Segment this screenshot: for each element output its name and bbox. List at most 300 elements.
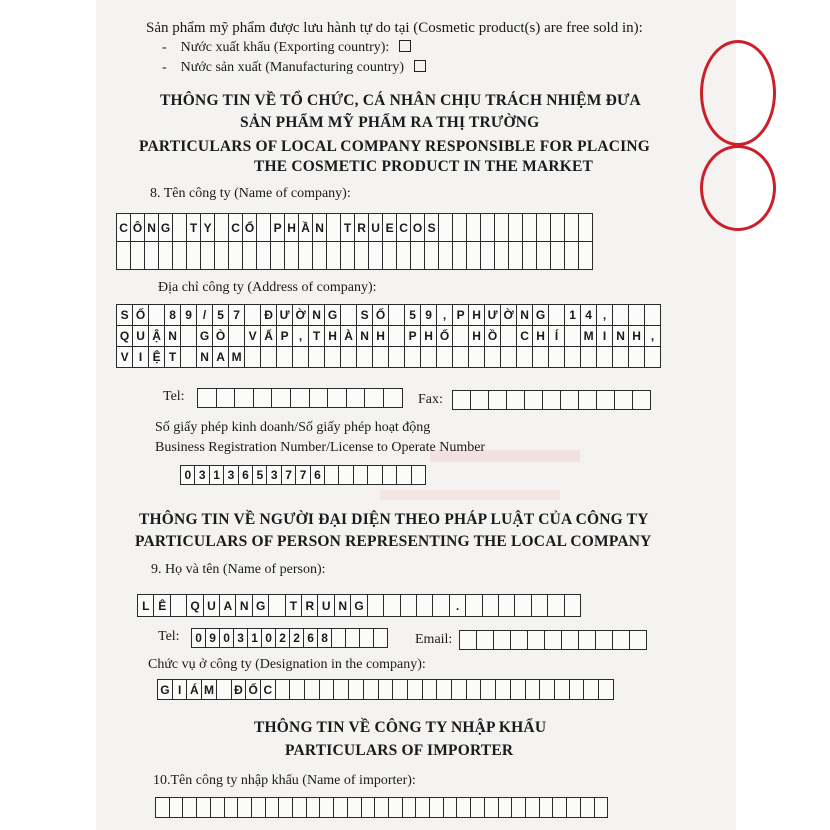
char-box[interactable] <box>278 797 293 818</box>
char-box[interactable] <box>564 325 581 347</box>
char-box[interactable]: I <box>132 346 149 368</box>
char-box[interactable]: O <box>410 213 425 242</box>
char-box[interactable] <box>614 390 633 410</box>
char-box[interactable] <box>561 630 579 650</box>
char-box[interactable] <box>373 628 388 648</box>
char-box[interactable] <box>583 679 599 700</box>
char-box[interactable] <box>276 346 293 368</box>
char-box[interactable]: N <box>334 594 352 617</box>
char-box[interactable] <box>480 679 496 700</box>
char-box[interactable]: G <box>252 594 270 617</box>
char-box[interactable] <box>265 797 280 818</box>
char-box[interactable]: Í <box>548 325 565 347</box>
char-box[interactable] <box>451 679 467 700</box>
char-box[interactable] <box>612 304 629 326</box>
char-box[interactable]: 0 <box>219 628 234 648</box>
char-box[interactable]: L <box>137 594 155 617</box>
char-box[interactable] <box>632 390 651 410</box>
char-box[interactable] <box>244 346 261 368</box>
char-box[interactable] <box>275 679 291 700</box>
char-box[interactable] <box>144 241 159 270</box>
char-box[interactable] <box>268 594 286 617</box>
char-box[interactable]: Đ <box>231 679 247 700</box>
char-box[interactable]: Y <box>200 213 215 242</box>
char-box[interactable] <box>361 797 376 818</box>
char-box[interactable]: M <box>580 325 597 347</box>
char-box[interactable] <box>338 465 354 485</box>
char-box[interactable] <box>383 388 403 408</box>
char-box[interactable]: T <box>164 346 181 368</box>
char-box[interactable]: 9 <box>180 304 197 326</box>
char-box[interactable] <box>356 346 373 368</box>
char-box[interactable] <box>596 390 615 410</box>
char-box[interactable] <box>353 465 369 485</box>
char-box[interactable] <box>253 388 273 408</box>
char-box[interactable] <box>456 797 471 818</box>
char-box[interactable]: H <box>284 213 299 242</box>
char-box[interactable]: Đ <box>260 304 277 326</box>
char-box[interactable] <box>372 346 389 368</box>
char-box[interactable] <box>644 304 661 326</box>
char-box[interactable] <box>242 241 257 270</box>
char-box[interactable] <box>256 241 271 270</box>
char-box[interactable] <box>536 213 551 242</box>
char-box[interactable] <box>388 346 405 368</box>
char-box[interactable] <box>438 241 453 270</box>
char-box[interactable] <box>452 346 469 368</box>
char-box[interactable] <box>340 346 357 368</box>
char-box[interactable] <box>539 797 554 818</box>
char-box[interactable] <box>566 797 581 818</box>
char-box[interactable]: 6 <box>310 465 326 485</box>
char-box[interactable] <box>628 304 645 326</box>
char-box[interactable] <box>172 213 187 242</box>
char-box[interactable] <box>404 346 421 368</box>
char-box[interactable] <box>292 797 307 818</box>
char-box[interactable] <box>348 679 364 700</box>
char-box[interactable] <box>200 241 215 270</box>
char-box[interactable] <box>396 241 411 270</box>
char-box[interactable] <box>510 679 526 700</box>
char-box[interactable] <box>484 797 499 818</box>
char-box[interactable] <box>260 346 277 368</box>
char-box[interactable]: N <box>235 594 253 617</box>
char-box[interactable]: Ố <box>132 304 149 326</box>
char-box[interactable]: 1 <box>564 304 581 326</box>
char-box[interactable] <box>508 213 523 242</box>
char-box[interactable]: . <box>449 594 467 617</box>
char-box[interactable] <box>452 241 467 270</box>
char-box[interactable]: Q <box>186 594 204 617</box>
char-box[interactable]: , <box>292 325 309 347</box>
char-box[interactable]: 3 <box>194 465 210 485</box>
char-box[interactable] <box>550 213 565 242</box>
char-box[interactable] <box>292 346 309 368</box>
char-box[interactable] <box>452 390 471 410</box>
char-box[interactable]: N <box>612 325 629 347</box>
char-box[interactable]: S <box>424 213 439 242</box>
char-box[interactable]: , <box>644 325 661 347</box>
char-box[interactable] <box>578 630 596 650</box>
designation-grid[interactable] <box>157 679 613 699</box>
char-box[interactable] <box>468 346 485 368</box>
person-email-grid[interactable] <box>459 630 646 649</box>
char-box[interactable]: A <box>219 594 237 617</box>
char-box[interactable] <box>506 390 525 410</box>
char-box[interactable] <box>333 679 349 700</box>
char-box[interactable] <box>494 241 509 270</box>
char-box[interactable] <box>271 388 291 408</box>
char-box[interactable] <box>476 630 494 650</box>
char-box[interactable] <box>466 213 481 242</box>
char-box[interactable]: N <box>356 325 373 347</box>
char-box[interactable]: 5 <box>212 304 229 326</box>
char-box[interactable] <box>298 241 313 270</box>
char-box[interactable]: 2 <box>275 628 290 648</box>
char-box[interactable] <box>210 797 225 818</box>
char-box[interactable] <box>436 346 453 368</box>
char-box[interactable] <box>466 679 482 700</box>
char-box[interactable]: 7 <box>228 304 245 326</box>
char-box[interactable]: Q <box>116 325 133 347</box>
char-box[interactable]: H <box>372 325 389 347</box>
char-box[interactable]: 0 <box>180 465 196 485</box>
char-box[interactable] <box>443 797 458 818</box>
person-tel-grid[interactable] <box>191 628 387 647</box>
char-box[interactable] <box>346 388 366 408</box>
char-box[interactable] <box>284 241 299 270</box>
char-box[interactable] <box>524 390 543 410</box>
char-box[interactable]: 6 <box>238 465 254 485</box>
char-box[interactable]: A <box>212 346 229 368</box>
license-number-grid[interactable] <box>180 465 425 484</box>
char-box[interactable]: M <box>201 679 217 700</box>
char-box[interactable] <box>396 465 412 485</box>
char-box[interactable]: C <box>260 679 276 700</box>
char-box[interactable] <box>326 241 341 270</box>
char-box[interactable] <box>382 465 398 485</box>
exporting-country-checkbox[interactable] <box>399 40 411 52</box>
char-box[interactable]: N <box>312 213 327 242</box>
char-box[interactable] <box>196 797 211 818</box>
char-box[interactable]: Ố <box>245 679 261 700</box>
char-box[interactable] <box>180 346 197 368</box>
char-box[interactable] <box>333 797 348 818</box>
char-box[interactable]: Ầ <box>298 213 313 242</box>
char-box[interactable] <box>560 390 579 410</box>
char-box[interactable]: N <box>308 304 325 326</box>
char-box[interactable] <box>407 679 423 700</box>
char-box[interactable] <box>470 390 489 410</box>
char-box[interactable] <box>331 628 346 648</box>
company-fax-grid[interactable] <box>452 390 650 409</box>
char-box[interactable] <box>415 797 430 818</box>
char-box[interactable] <box>234 388 254 408</box>
char-box[interactable]: G <box>350 594 368 617</box>
manufacturing-country-checkbox[interactable] <box>414 60 426 72</box>
char-box[interactable]: N <box>516 304 533 326</box>
char-box[interactable] <box>411 465 427 485</box>
char-box[interactable]: 3 <box>233 628 248 648</box>
char-box[interactable] <box>498 797 513 818</box>
char-box[interactable] <box>158 241 173 270</box>
char-box[interactable] <box>531 594 549 617</box>
char-box[interactable]: H <box>324 325 341 347</box>
char-box[interactable] <box>237 797 252 818</box>
char-box[interactable] <box>466 241 481 270</box>
char-box[interactable] <box>312 241 327 270</box>
char-box[interactable]: G <box>196 325 213 347</box>
char-box[interactable] <box>388 797 403 818</box>
char-box[interactable] <box>516 346 533 368</box>
char-box[interactable] <box>536 241 551 270</box>
char-box[interactable] <box>327 388 347 408</box>
char-box[interactable] <box>306 797 321 818</box>
char-box[interactable] <box>368 241 383 270</box>
char-box[interactable]: 6 <box>303 628 318 648</box>
char-box[interactable] <box>422 679 438 700</box>
char-box[interactable]: I <box>596 325 613 347</box>
char-box[interactable] <box>170 594 188 617</box>
char-box[interactable] <box>304 679 320 700</box>
char-box[interactable] <box>432 594 450 617</box>
char-box[interactable] <box>459 630 477 650</box>
char-box[interactable]: U <box>368 213 383 242</box>
char-box[interactable]: 3 <box>223 465 239 485</box>
char-box[interactable] <box>514 594 532 617</box>
char-box[interactable] <box>290 388 310 408</box>
char-box[interactable]: / <box>196 304 213 326</box>
char-box[interactable]: U <box>132 325 149 347</box>
company-name-grid[interactable] <box>116 213 592 269</box>
char-box[interactable]: 1 <box>247 628 262 648</box>
char-box[interactable] <box>155 797 170 818</box>
char-box[interactable]: N <box>144 213 159 242</box>
char-box[interactable] <box>289 679 305 700</box>
company-tel-grid[interactable] <box>197 388 402 407</box>
char-box[interactable] <box>482 594 500 617</box>
char-box[interactable] <box>436 679 452 700</box>
char-box[interactable] <box>554 679 570 700</box>
char-box[interactable]: C <box>228 213 243 242</box>
char-box[interactable] <box>340 304 357 326</box>
char-box[interactable] <box>424 241 439 270</box>
char-box[interactable] <box>324 346 341 368</box>
char-box[interactable]: Ờ <box>500 304 517 326</box>
char-box[interactable] <box>612 630 630 650</box>
char-box[interactable]: N <box>164 325 181 347</box>
char-box[interactable]: 0 <box>261 628 276 648</box>
company-address-grid[interactable] <box>116 304 660 366</box>
char-box[interactable]: R <box>354 213 369 242</box>
char-box[interactable]: U <box>317 594 335 617</box>
char-box[interactable] <box>420 346 437 368</box>
char-box[interactable]: 2 <box>289 628 304 648</box>
char-box[interactable] <box>544 630 562 650</box>
char-box[interactable] <box>564 594 582 617</box>
char-box[interactable]: R <box>301 594 319 617</box>
char-box[interactable] <box>550 241 565 270</box>
char-box[interactable] <box>438 213 453 242</box>
char-box[interactable] <box>564 213 579 242</box>
char-box[interactable] <box>410 241 425 270</box>
char-box[interactable] <box>197 388 217 408</box>
char-box[interactable]: Ố <box>436 325 453 347</box>
char-box[interactable] <box>309 388 329 408</box>
char-box[interactable] <box>378 679 394 700</box>
char-box[interactable]: T <box>340 213 355 242</box>
char-box[interactable] <box>548 304 565 326</box>
char-box[interactable] <box>580 346 597 368</box>
char-box[interactable] <box>228 241 243 270</box>
char-box[interactable] <box>494 213 509 242</box>
char-box[interactable] <box>480 241 495 270</box>
char-box[interactable]: E <box>382 213 397 242</box>
char-box[interactable] <box>547 594 565 617</box>
char-box[interactable]: 9 <box>205 628 220 648</box>
char-box[interactable]: M <box>228 346 245 368</box>
char-box[interactable] <box>596 346 613 368</box>
char-box[interactable]: H <box>628 325 645 347</box>
char-box[interactable] <box>363 679 379 700</box>
char-box[interactable] <box>216 388 236 408</box>
char-box[interactable] <box>552 797 567 818</box>
char-box[interactable] <box>452 325 469 347</box>
char-box[interactable] <box>495 679 511 700</box>
char-box[interactable]: 1 <box>209 465 225 485</box>
char-box[interactable] <box>345 628 360 648</box>
char-box[interactable] <box>354 241 369 270</box>
char-box[interactable]: , <box>596 304 613 326</box>
char-box[interactable] <box>569 679 585 700</box>
char-box[interactable] <box>169 797 184 818</box>
char-box[interactable]: Ổ <box>242 213 257 242</box>
char-box[interactable]: S <box>116 304 133 326</box>
char-box[interactable] <box>186 241 201 270</box>
char-box[interactable] <box>214 241 229 270</box>
char-box[interactable]: P <box>276 325 293 347</box>
char-box[interactable]: 3 <box>266 465 282 485</box>
char-box[interactable] <box>510 630 528 650</box>
char-box[interactable] <box>367 465 383 485</box>
char-box[interactable]: Ố <box>372 304 389 326</box>
char-box[interactable] <box>500 346 517 368</box>
char-box[interactable]: , <box>436 304 453 326</box>
char-box[interactable] <box>508 241 523 270</box>
char-box[interactable]: S <box>356 304 373 326</box>
char-box[interactable] <box>564 241 579 270</box>
char-box[interactable]: Ệ <box>148 346 165 368</box>
char-box[interactable]: 5 <box>404 304 421 326</box>
char-box[interactable] <box>359 628 374 648</box>
char-box[interactable] <box>270 241 285 270</box>
char-box[interactable]: Ê <box>153 594 171 617</box>
char-box[interactable]: I <box>172 679 188 700</box>
char-box[interactable] <box>522 241 537 270</box>
char-box[interactable] <box>180 325 197 347</box>
char-box[interactable]: V <box>116 346 133 368</box>
char-box[interactable]: Ấ <box>260 325 277 347</box>
char-box[interactable] <box>564 346 581 368</box>
char-box[interactable] <box>364 388 384 408</box>
char-box[interactable] <box>244 304 261 326</box>
char-box[interactable] <box>542 390 561 410</box>
char-box[interactable] <box>182 797 197 818</box>
char-box[interactable]: 8 <box>164 304 181 326</box>
char-box[interactable] <box>308 346 325 368</box>
char-box[interactable] <box>539 679 555 700</box>
char-box[interactable] <box>578 213 593 242</box>
char-box[interactable]: N <box>196 346 213 368</box>
char-box[interactable]: P <box>270 213 285 242</box>
char-box[interactable] <box>402 797 417 818</box>
char-box[interactable] <box>148 304 165 326</box>
char-box[interactable] <box>172 241 187 270</box>
char-box[interactable] <box>629 630 647 650</box>
char-box[interactable] <box>498 594 516 617</box>
char-box[interactable] <box>525 797 540 818</box>
char-box[interactable] <box>522 213 537 242</box>
char-box[interactable]: 0 <box>191 628 206 648</box>
char-box[interactable]: 9 <box>420 304 437 326</box>
char-box[interactable]: Ư <box>276 304 293 326</box>
char-box[interactable] <box>594 797 609 818</box>
char-box[interactable] <box>382 241 397 270</box>
char-box[interactable] <box>319 797 334 818</box>
char-box[interactable] <box>388 304 405 326</box>
importer-name-grid[interactable] <box>155 797 607 817</box>
char-box[interactable]: P <box>404 325 421 347</box>
char-box[interactable] <box>525 679 541 700</box>
char-box[interactable]: G <box>532 304 549 326</box>
char-box[interactable] <box>595 630 613 650</box>
person-name-grid[interactable] <box>137 594 580 616</box>
char-box[interactable]: H <box>420 325 437 347</box>
char-box[interactable]: T <box>308 325 325 347</box>
char-box[interactable]: H <box>468 325 485 347</box>
char-box[interactable]: Ồ <box>484 325 501 347</box>
char-box[interactable] <box>116 241 131 270</box>
char-box[interactable]: T <box>285 594 303 617</box>
char-box[interactable] <box>228 325 245 347</box>
char-box[interactable] <box>256 213 271 242</box>
char-box[interactable]: P <box>452 304 469 326</box>
char-box[interactable] <box>488 390 507 410</box>
char-box[interactable] <box>470 797 485 818</box>
char-box[interactable]: Ờ <box>292 304 309 326</box>
char-box[interactable]: Ư <box>484 304 501 326</box>
char-box[interactable] <box>628 346 645 368</box>
char-box[interactable]: C <box>516 325 533 347</box>
char-box[interactable] <box>465 594 483 617</box>
char-box[interactable] <box>532 346 549 368</box>
char-box[interactable]: 8 <box>317 628 332 648</box>
char-box[interactable] <box>578 390 597 410</box>
char-box[interactable] <box>251 797 266 818</box>
char-box[interactable]: C <box>116 213 131 242</box>
char-box[interactable]: Ò <box>212 325 229 347</box>
char-box[interactable] <box>388 325 405 347</box>
char-box[interactable] <box>578 241 593 270</box>
char-box[interactable] <box>500 325 517 347</box>
char-box[interactable] <box>580 797 595 818</box>
char-box[interactable]: À <box>340 325 357 347</box>
char-box[interactable]: T <box>186 213 201 242</box>
char-box[interactable]: Ô <box>130 213 145 242</box>
char-box[interactable] <box>224 797 239 818</box>
char-box[interactable] <box>383 594 401 617</box>
char-box[interactable] <box>527 630 545 650</box>
